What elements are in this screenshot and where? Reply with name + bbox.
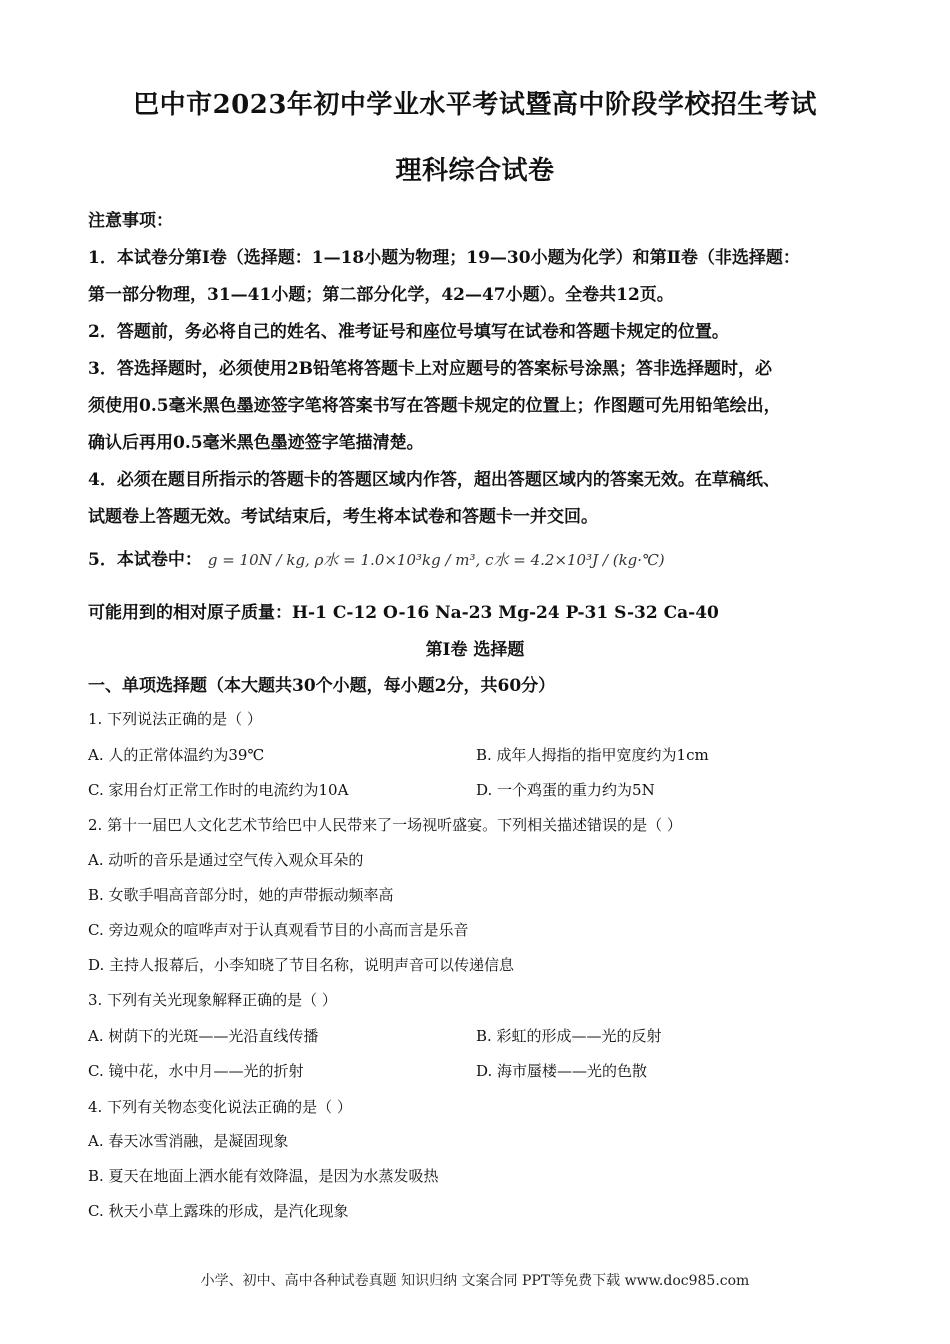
note-item-3-line-1: 3．答选择题时，必须使用2B铅笔将答题卡上对应题号的答案标号涂黑；答非选择题时，必	[88, 359, 773, 379]
note-item-4-line-2: 试题卷上答题无效。考试结束后，考生将本试卷和答题卡一并交回。	[88, 507, 598, 527]
note-item-1-line-1: 1．本试卷分第Ⅰ卷（选择题：1—18小题为物理；19—30小题为化学）和第Ⅱ卷（非选择题：	[88, 248, 800, 268]
question-4-option-a: A. 春天冰雪消融，是凝固现象	[88, 1132, 289, 1150]
note-item-1-line-2: 第一部分物理，31—41小题；第二部分化学，42—47小题）。全卷共12页。	[88, 285, 674, 305]
question-2-option-a: A. 动听的音乐是通过空气传入观众耳朵的	[88, 851, 364, 869]
note-item-5-label: 5．本试卷中：	[88, 550, 202, 570]
notes-heading: 注意事项：	[88, 211, 173, 231]
question-1-option-c: C. 家用台灯正常工作时的电流约为10A	[88, 781, 349, 799]
note-item-2: 2．答题前，务必将自己的姓名、准考证号和座位号填写在试卷和答题卡规定的位置。	[88, 322, 729, 342]
question-4-option-c: C. 秋天小草上露珠的形成，是汽化现象	[88, 1202, 349, 1220]
page-subtitle: 理科综合试卷	[395, 156, 555, 186]
note-item-4-line-1: 4．必须在题目所指示的答题卡的答题区域内作答，超出答题区域内的答案无效。在草稿纸、	[88, 470, 780, 490]
page-title: 巴中市2023年初中学业水平考试暨高中阶段学校招生考试	[133, 90, 817, 120]
page-footer: 小学、初中、高中各种试卷真题 知识归纳 文案合同 PPT等免费下载 www.doc985.com	[200, 1273, 750, 1289]
question-2-option-b: B. 女歌手唱高音部分时，她的声带振动频率高	[88, 886, 394, 904]
question-3-stem: 3. 下列有关光现象解释正确的是（ ）	[88, 991, 337, 1009]
question-3-option-a: A. 树荫下的光斑——光沿直线传播	[88, 1027, 319, 1045]
note-item-5	[88, 545, 665, 570]
question-3-option-b: B. 彩虹的形成——光的反射	[476, 1027, 662, 1045]
section-heading: 一、单项选择题（本大题共30个小题，每小题2分，共60分）	[88, 676, 556, 696]
question-1-option-a: A. 人的正常体温约为39℃	[88, 746, 265, 764]
question-4-stem: 4. 下列有关物态变化说法正确的是（ ）	[88, 1098, 352, 1116]
note-item-3-line-3: 确认后再用0.5毫米黑色墨迹签字笔描清楚。	[88, 433, 424, 453]
part-1-heading: 第Ⅰ卷 选择题	[425, 640, 525, 660]
atomic-masses: 可能用到的相对原子质量：H-1 C-12 O-16 Na-23 Mg-24 P-31 S-32 Ca-40	[88, 603, 719, 623]
question-1-option-d: D. 一个鸡蛋的重力约为5N	[476, 781, 655, 799]
question-2-stem: 2. 第十一届巴人文化艺术节给巴中人民带来了一场视听盛宴。下列相关描述错误的是（ ）	[88, 816, 682, 834]
question-2-option-d: D. 主持人报幕后，小李知晓了节目名称，说明声音可以传递信息	[88, 956, 515, 974]
constants-formula: g = 10N / kg, ρ水 = 1.0×10³kg / m³, c水 = 4.2×10³J / (kg·℃)	[207, 551, 665, 569]
question-2-option-c: C. 旁边观众的喧哗声对于认真观看节目的小高而言是乐音	[88, 921, 469, 939]
question-1-option-b: B. 成年人拇指的指甲宽度约为1cm	[476, 746, 709, 764]
question-3-option-d: D. 海市蜃楼——光的色散	[476, 1062, 648, 1080]
question-3-option-c: C. 镜中花，水中月——光的折射	[88, 1062, 304, 1080]
question-4-option-b: B. 夏天在地面上洒水能有效降温，是因为水蒸发吸热	[88, 1167, 439, 1185]
question-1-stem: 1. 下列说法正确的是（ ）	[88, 710, 262, 728]
note-item-3-line-2: 须使用0.5毫米黑色墨迹签字笔将答案书写在答题卡规定的位置上；作图题可先用铅笔绘出，	[88, 396, 781, 416]
